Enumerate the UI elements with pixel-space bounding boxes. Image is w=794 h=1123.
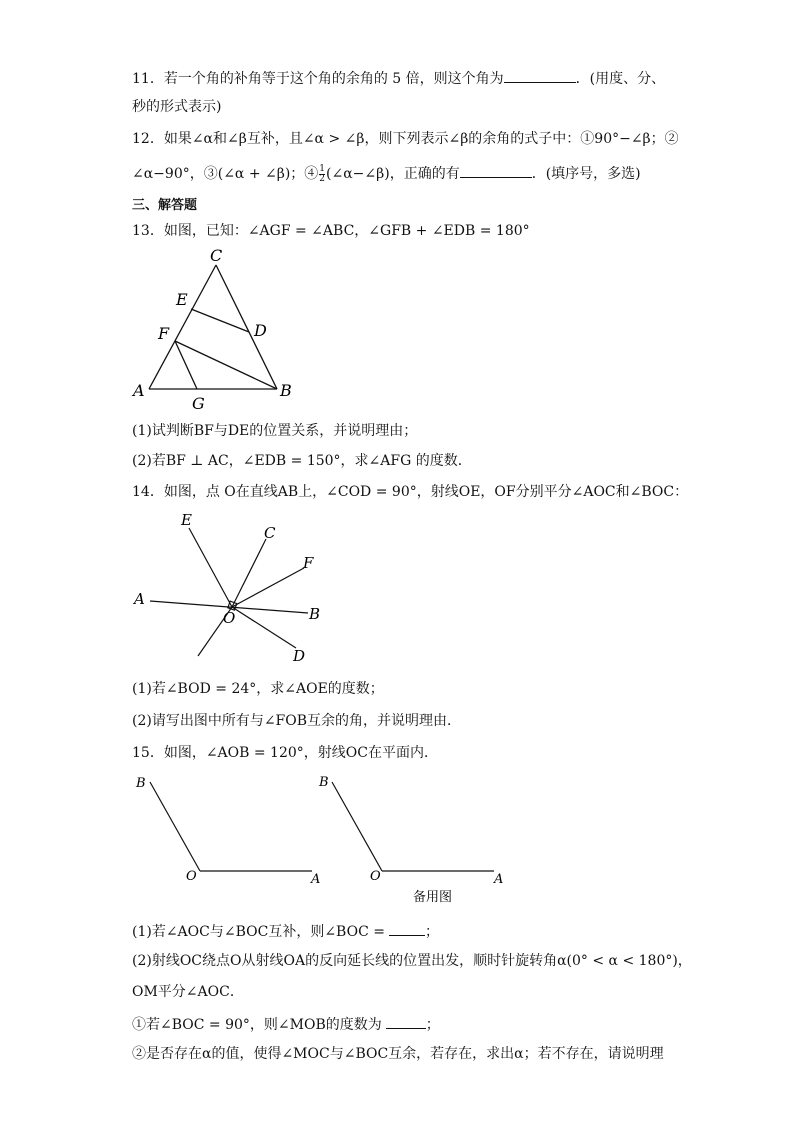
q15-sub2-line1: (2)射线OC绕点O从射线OA的反向延长线的位置出发，顺时针旋转角α(0° < α < 180°)， (132, 953, 692, 969)
q14-label-O: O (223, 609, 236, 627)
q12-fraction (319, 165, 325, 184)
q12-text-b: (∠α−∠β)，正确的有 (326, 166, 460, 182)
q15-sub2-i-end: ； (425, 1017, 440, 1033)
q13-figure (128, 243, 308, 413)
q13-label-E: E (176, 290, 188, 309)
q13-label-A: A (133, 381, 145, 400)
q11-line2: 秒的形式表示) (132, 99, 222, 115)
q15-sub2-ii: ②是否存在α的值，使得∠MOC与∠BOC互余，若存在，求出α；若不存在，请说明理 (132, 1046, 664, 1062)
q14-label-A: A (134, 590, 145, 608)
q12-text-end: ．(填序号，多选) (531, 166, 641, 182)
q12-answer-blank[interactable] (460, 163, 532, 178)
q14-sub2: (2)请写出图中所有与∠FOB互余的角，并说明理由． (132, 713, 462, 729)
q15-label-B: B (136, 776, 146, 791)
q14-sub1: (1)若∠BOD = 24°，求∠AOE的度数； (132, 681, 384, 697)
q12-line1: 12．如果∠α和∠β互补，且∠α > ∠β，则下列表示∠β的余角的式子中：①90°−∠β；② (132, 131, 679, 147)
q13-seg-ED (191, 309, 249, 332)
q13-sub1: (1)试判断BF与DE的位置关系，并说明理由； (132, 423, 418, 439)
q15-spare-label-A: A (494, 872, 504, 887)
q13-label-F: F (158, 324, 170, 343)
q13-stem: 13．如图，已知：∠AGF = ∠ABC，∠GFB + ∠EDB = 180° (132, 223, 530, 239)
q14-label-C: C (264, 524, 276, 542)
q11-answer-blank[interactable] (504, 68, 576, 83)
q14-label-F: F (303, 554, 314, 572)
q12-line2 (132, 163, 641, 184)
q13-label-B: B (280, 381, 292, 400)
q13-label-C: C (210, 246, 223, 265)
q13-label-D: D (254, 321, 267, 340)
q12-frac-den: 2 (319, 173, 326, 184)
q11-text: 11．若一个角的补角等于这个角的余角的 5 倍，则这个角为 (132, 71, 504, 87)
q13-seg-CB (216, 265, 277, 389)
q15-sub1-blank[interactable] (389, 921, 425, 936)
q15-spare-caption: 备用图 (413, 890, 453, 905)
q15-ray-OB (150, 782, 200, 871)
q15-sub1-end: ； (424, 924, 439, 940)
q14-figure (128, 508, 328, 668)
q15-sub2-i-blank[interactable] (386, 1014, 426, 1029)
q15-figure-main (128, 770, 328, 890)
q15-spare-label-O: O (370, 869, 381, 884)
q15-figure-spare (310, 770, 520, 910)
q15-sub2-i-text: ①若∠BOC = 90°，则∠MOB的度数为 (132, 1017, 382, 1033)
q15-stem: 15．如图，∠AOB = 120°，射线OC在平面内． (132, 745, 438, 761)
q15-label-A: A (311, 872, 321, 887)
q15-label-O: O (186, 869, 197, 884)
q14-ray-OC (232, 539, 266, 607)
q14-ray-OE (189, 528, 232, 607)
q14-label-B: B (309, 605, 321, 623)
q15-spare-label-B: B (319, 775, 329, 790)
q13-seg-FB (175, 341, 277, 389)
q11-line1 (132, 68, 665, 88)
q13-sub2: (2)若BF ⊥ AC，∠EDB = 150°，求∠AFG 的度数． (132, 453, 472, 469)
q15-sub2-i (132, 1014, 440, 1034)
q15-sub1-text: (1)若∠AOC与∠BOC互补，则∠BOC = (132, 924, 385, 940)
q15-sub1 (132, 921, 439, 941)
section3-title: 三、解答题 (132, 198, 198, 213)
q14-ray-OF (232, 568, 304, 607)
q11-text-end: ．(用度、分、 (575, 71, 666, 87)
q15-spare-ray-OB (332, 782, 382, 871)
q14-label-D: D (293, 647, 306, 665)
q12-text-a: ∠α−90°，③(∠α + ∠β)；④ (132, 166, 319, 182)
q14-stem: 14．如图，点 O在直线AB上，∠COD = 90°，射线OE，OF分别平分∠AOC和∠BOC： (132, 484, 689, 500)
q13-label-G: G (192, 394, 205, 413)
q13-seg-FG (175, 341, 197, 389)
q14-label-E: E (181, 511, 192, 529)
q14-ray-OD (232, 607, 296, 648)
q12-frac-num: 1 (319, 163, 326, 174)
q15-sub2-line2: OM平分∠AOC． (132, 984, 244, 1000)
